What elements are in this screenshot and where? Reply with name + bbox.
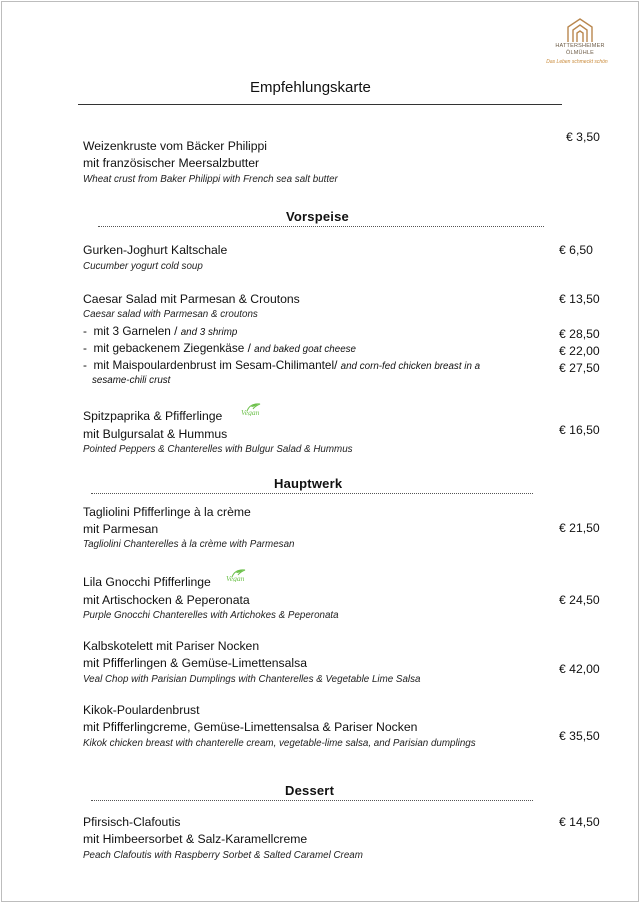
option-de: mit 3 Garnelen / <box>93 324 178 338</box>
option-en: and corn-fed chicken breast in a <box>340 361 481 372</box>
oelmuehle-logo-icon <box>566 17 594 43</box>
kikok-en: Kikok chicken breast with chanterelle cream, vegetable-lime salsa, and Parisian dumplings <box>83 738 476 749</box>
clafoutis-price: € 14,50 <box>559 815 600 829</box>
gnocchi-en: Purple Gnocchi Chanterelles with Artichokes & Peperonata <box>83 610 339 621</box>
kikok-price: € 35,50 <box>559 729 600 743</box>
tagliolini-price: € 21,50 <box>559 521 600 535</box>
section-divider <box>98 226 544 227</box>
starter-price: € 3,50 <box>566 130 600 144</box>
option-en-continued: sesame-chili crust <box>92 375 171 386</box>
starter-name: Weizenkruste vom Bäcker Philippi <box>83 139 268 153</box>
vegan-label: Vegan <box>226 574 245 582</box>
brand-name-line2: ÖLMÜHLE <box>566 49 594 56</box>
kalb-en: Veal Chop with Parisian Dumplings with Chanterelles & Vegetable Lime Salsa <box>83 674 421 685</box>
kalb-name: Kalbskotelett mit Pariser Nocken <box>83 639 260 653</box>
tagliolini-en: Tagliolini Chanterelles à la crème with Parmesan <box>83 539 295 550</box>
starter-sub: mit französischer Meersalzbutter <box>83 156 260 170</box>
tagliolini-name: Tagliolini Pfifferlinge à la crème <box>83 505 251 519</box>
option-de: mit gebackenem Ziegenkäse / <box>93 341 251 355</box>
section-vorspeise: Vorspeise <box>286 209 349 224</box>
tagliolini-sub: mit Parmesan <box>83 522 159 536</box>
kalb-sub: mit Pfifferlingen & Gemüse-Limettensalsa <box>83 656 307 670</box>
section-dessert: Dessert <box>285 783 335 798</box>
clafoutis-en: Peach Clafoutis with Raspberry Sorbet & Salted Caramel Cream <box>83 850 363 861</box>
spitzpaprika-en: Pointed Peppers & Chanterelles with Bulgur Salad & Hummus <box>83 444 353 455</box>
spitzpaprika-name: Spitzpaprika & Pfifferlinge <box>83 409 223 423</box>
gurken-price: € 6,50 <box>559 243 593 257</box>
caesar-option-price: € 22,00 <box>559 344 600 358</box>
gnocchi-price: € 24,50 <box>559 593 600 607</box>
vegan-label: Vegan <box>241 408 260 416</box>
gurken-name: Gurken-Joghurt Kaltschale <box>83 243 228 257</box>
kikok-sub: mit Pfifferlingcreme, Gemüse-Limettensalsa & Pariser Nocken <box>83 720 418 734</box>
brand-logo <box>546 17 608 65</box>
option-de: mit Maispoulardenbrust im Sesam-Chilimantel/ <box>93 358 338 372</box>
brand-tagline: Das Leben schmeckt schön <box>546 59 608 65</box>
caesar-option-price: € 28,50 <box>559 327 600 341</box>
caesar-option-price: € 27,50 <box>559 361 600 375</box>
gnocchi-name: Lila Gnocchi Pfifferlinge <box>83 575 211 589</box>
caesar-option: - mit 3 Garnelen / and 3 shrimp <box>83 324 238 338</box>
option-en: and baked goat cheese <box>254 344 357 355</box>
vegan-badge-icon <box>238 402 266 416</box>
brand-name-line1: HATTERSHEIMER <box>555 43 605 49</box>
kalb-price: € 42,00 <box>559 662 600 676</box>
clafoutis-sub: mit Himbeersorbet & Salz-Karamellcreme <box>83 832 308 846</box>
vegan-badge-icon <box>223 568 251 582</box>
gurken-en: Cucumber yogurt cold soup <box>83 261 203 272</box>
option-en: and 3 shrimp <box>180 327 238 338</box>
caesar-option: - mit Maispoulardenbrust im Sesam-Chilimantel/ and corn-fed chicken breast in a <box>83 358 481 372</box>
spitzpaprika-sub: mit Bulgursalat & Hummus <box>83 427 228 441</box>
caesar-price: € 13,50 <box>559 292 600 306</box>
section-divider <box>91 800 533 801</box>
section-divider <box>91 493 533 494</box>
title-rule <box>78 104 562 105</box>
page-title: Empfehlungskarte <box>250 79 371 96</box>
starter-en: Wheat crust from Baker Philippi with French sea salt butter <box>83 174 338 185</box>
spitzpaprika-price: € 16,50 <box>559 423 600 437</box>
caesar-name: Caesar Salad mit Parmesan & Croutons <box>83 292 300 306</box>
gnocchi-sub: mit Artischocken & Peperonata <box>83 593 250 607</box>
section-hauptwerk: Hauptwerk <box>274 476 343 491</box>
caesar-en: Caesar salad with Parmesan & croutons <box>83 309 258 320</box>
caesar-option: - mit gebackenem Ziegenkäse / and baked goat cheese <box>83 341 357 355</box>
clafoutis-name: Pfirsisch-Clafoutis <box>83 815 181 829</box>
kikok-name: Kikok-Poulardenbrust <box>83 703 200 717</box>
